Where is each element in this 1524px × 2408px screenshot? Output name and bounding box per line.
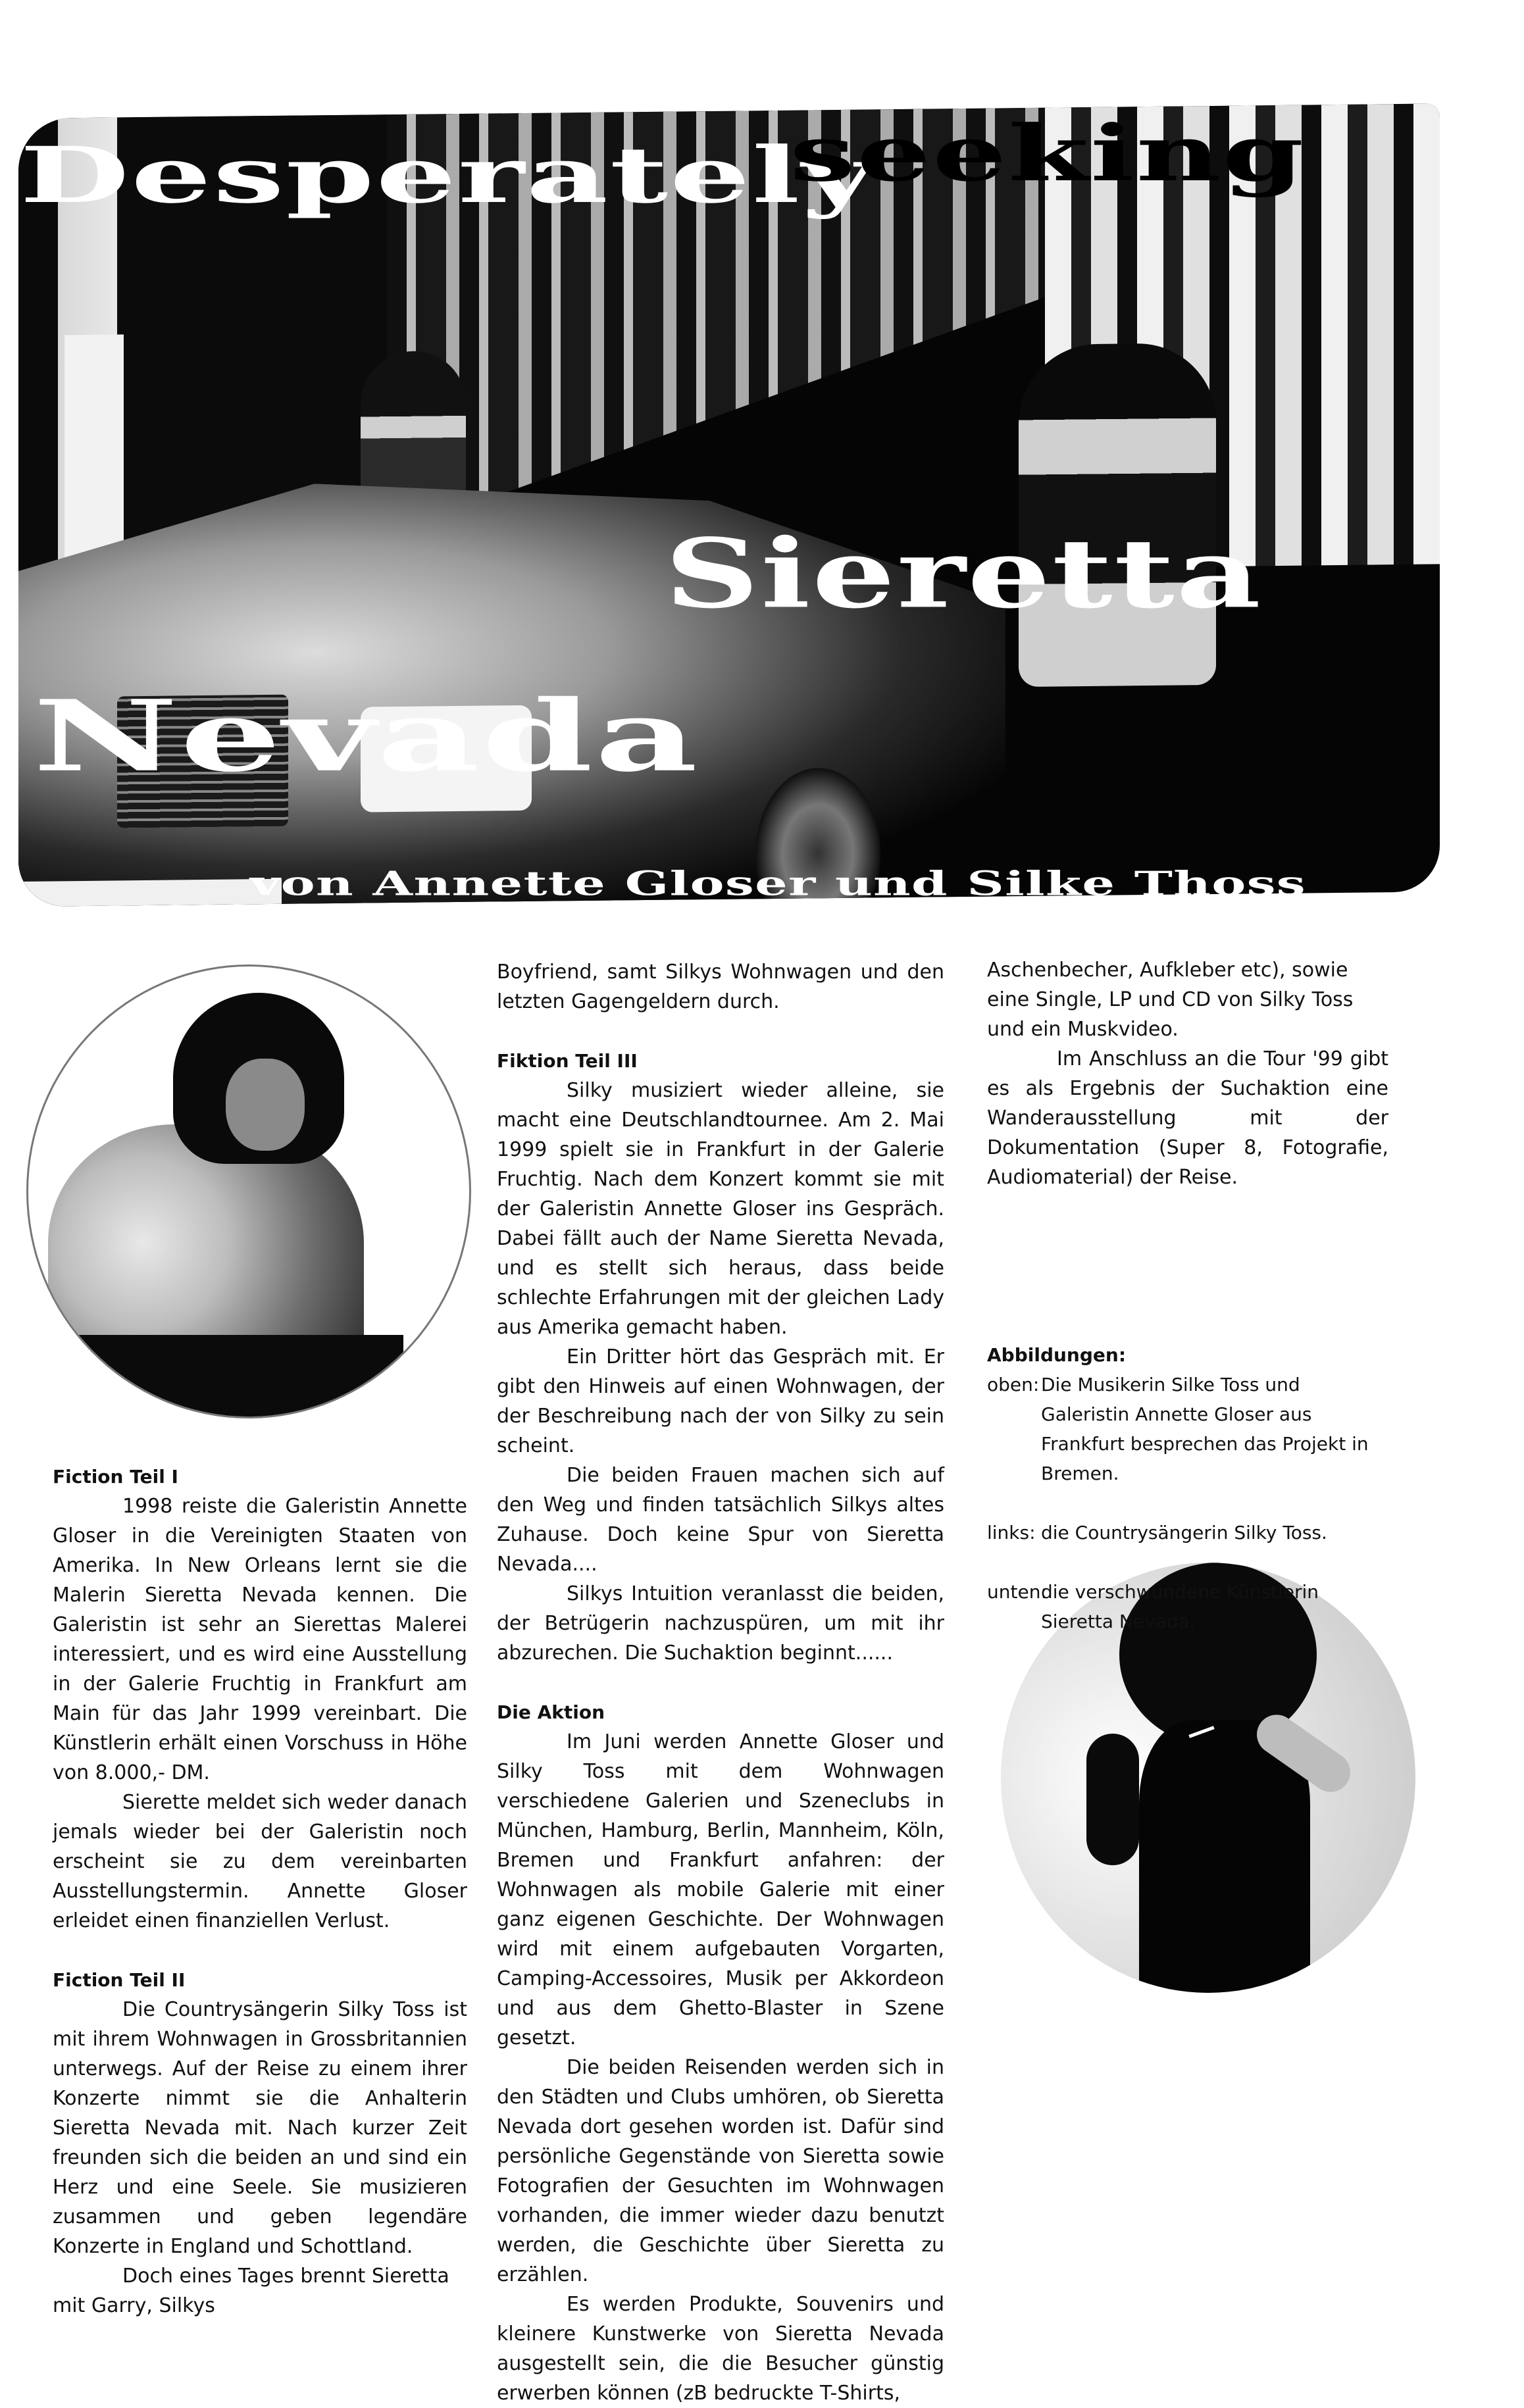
- paragraph: Doch eines Tages brennt Sieretta mit Garry, Silkys: [53, 2265, 449, 2317]
- caption-row: [987, 1518, 1388, 1547]
- car-bumper: [18, 879, 282, 907]
- paragraph: Im Anschluss an die Tour '99 gibt es als Ergebnis der Suchaktion eine Wanderausstellung mit der Dokumentation (Super 8, Fotografie, Audiomaterial) der Reise.: [987, 1047, 1388, 1189]
- title-word-seeking: seeking: [790, 108, 1306, 199]
- raised-arm: [1086, 1734, 1139, 1865]
- paragraph: Sierette meldet sich weder danach jemals wieder bei der Galeristin noch erscheint sie zu dem vereinbarten Ausstellungstermin. Annette Gloser erleidet einen finanziellen Verlust.: [53, 1791, 468, 1932]
- column-right: [987, 955, 1388, 1636]
- caption-row: [987, 1577, 1388, 1636]
- face: [226, 1059, 305, 1151]
- paragraph: Die beiden Reisenden werden sich in den Städten und Clubs umhören, ob Sieretta Nevada dort gesehen worden ist. Dafür sind persönliche Gegenstände von Sieretta sowie Fotografien der Gesuchten im Wohnwagen vorhanden, die immer wieder dazu benutzt werden, die Geschichte über Sieretta zu erzählen.: [497, 2056, 944, 2286]
- section-heading: Fiction Teil II: [53, 1969, 186, 1991]
- caption-key: oben:: [987, 1374, 1040, 1395]
- section-heading: Die Aktion: [497, 1701, 605, 1723]
- woman-right-figure: [1019, 343, 1216, 687]
- section-heading: Fiktion Teil III: [497, 1050, 638, 1072]
- paragraph: Die beiden Frauen machen sich auf den Weg und finden tatsächlich Silkys altes Zuhause. Doch keine Spur von Sieretta Nevada....: [497, 1464, 944, 1576]
- title-word-sieretta: Sieretta: [665, 518, 1263, 630]
- paragraph: Im Juni werden Annette Gloser und Silky Toss mit dem Wohnwagen verschiedene Galerien und Szeneclubs in München, Hamburg, Berlin, Mannheim, Köln, Bremen und Frankfurt anfahren: der Wohnwagen als mobile Galerie mit einer ganz eigenen Geschichte. Der Wohnwagen wird mit einem aufgebauten Vorgarten, Camping-Accessoires, Musik per Akkordeon und aus dem Ghetto-Blaster in Szene gesetzt.: [497, 1730, 944, 2049]
- title-word-desperately: Desperately: [20, 130, 877, 221]
- caption-text: die Countrysängerin Silky Toss.: [1041, 1522, 1327, 1543]
- lap-shadow: [74, 1335, 403, 1418]
- title-word-nevada: Nevada: [33, 679, 700, 794]
- paragraph: Ein Dritter hört das Gespräch mit. Er gibt den Hinweis auf einen Wohnwagen, der der Beschreibung nach der von Silky zu sein scheint.: [497, 1345, 944, 1457]
- paragraph: Es werden Produkte, Souvenirs und kleinere Kunstwerke von Sieretta Nevada ausgestellt sein, die die Besucher günstig erwerben können (zB bedruckte T-Shirts,: [497, 2293, 944, 2405]
- section-heading: Fiction Teil I: [53, 1466, 178, 1488]
- caption-text: Die Musikerin Silke Toss und Galeristin Annette Gloser aus Frankfurt besprechen das Projekt in Bremen.: [1041, 1374, 1369, 1484]
- paragraph-continuation: Aschenbecher, Aufkleber etc), sowie eine Single, LP und CD von Silky Toss und ein Muskvideo.: [987, 959, 1354, 1041]
- paragraph: Silkys Intuition veranlasst die beiden, der Betrügerin nachzuspüren, um mit ihr abzurechen. Die Suchaktion beginnt......: [497, 1582, 944, 1665]
- byline: von Annette Gloser und Silke Thoss: [250, 864, 1307, 903]
- caption-row: [987, 1370, 1388, 1488]
- captions-heading: Abbildungen:: [987, 1344, 1127, 1366]
- paragraph: Die Countrysängerin Silky Toss ist mit ihrem Wohnwagen in Grossbritannien unterwegs. Auf der Reise zu einem ihrer Konzerte nimmt sie die Anhalterin Sieretta Nevada mit. Nach kurzer Zeit freunden sich die beiden an und sind ein Herz und eine Seele. Sie musizieren zusammen und geben legendäre Konzerte in England und Schottland.: [53, 1998, 467, 2258]
- caption-text: die verschwundene Künstlerin Sieretta Nevada.: [1041, 1581, 1319, 1632]
- column-left: [53, 1462, 467, 2320]
- caption-key: links:: [987, 1522, 1036, 1543]
- column-middle: [497, 957, 944, 2408]
- paragraph: 1998 reiste die Galeristin Annette Gloser in die Vereinigten Staaten von Amerika. In New Orleans lernt sie die Malerin Sieretta Nevada kennen. Die Galeristin ist sehr an Sierettas Malerei interessiert, und es wird eine Ausstellung in der Galerie Fruchtig in Frankfurt am Main für das Jahr 1999 vereinbart. Die Künstlerin erhält einen Vorschuss in Höhe von 8.000,- DM.: [53, 1495, 467, 1784]
- paragraph-continuation: Boyfriend, samt Silkys Wohnwagen und den letzten Gagengeldern durch.: [497, 961, 944, 1013]
- portrait-silky-toss: [26, 965, 471, 1418]
- caption-key: unten:: [987, 1581, 1047, 1603]
- paragraph: Silky musiziert wieder alleine, sie macht eine Deutschlandtournee. Am 2. Mai 1999 spielt sie in Frankfurt in der Galerie Fruchtig. Nach dem Konzert kommt sie mit der Galeristin Annette Gloser ins Gespräch. Dabei fällt auch der Name Sieretta Nevada, und es stellt sich heraus, dass beide schlechte Erfahrungen mit der gleichen Lady aus Amerika gemacht haben.: [497, 1079, 944, 1339]
